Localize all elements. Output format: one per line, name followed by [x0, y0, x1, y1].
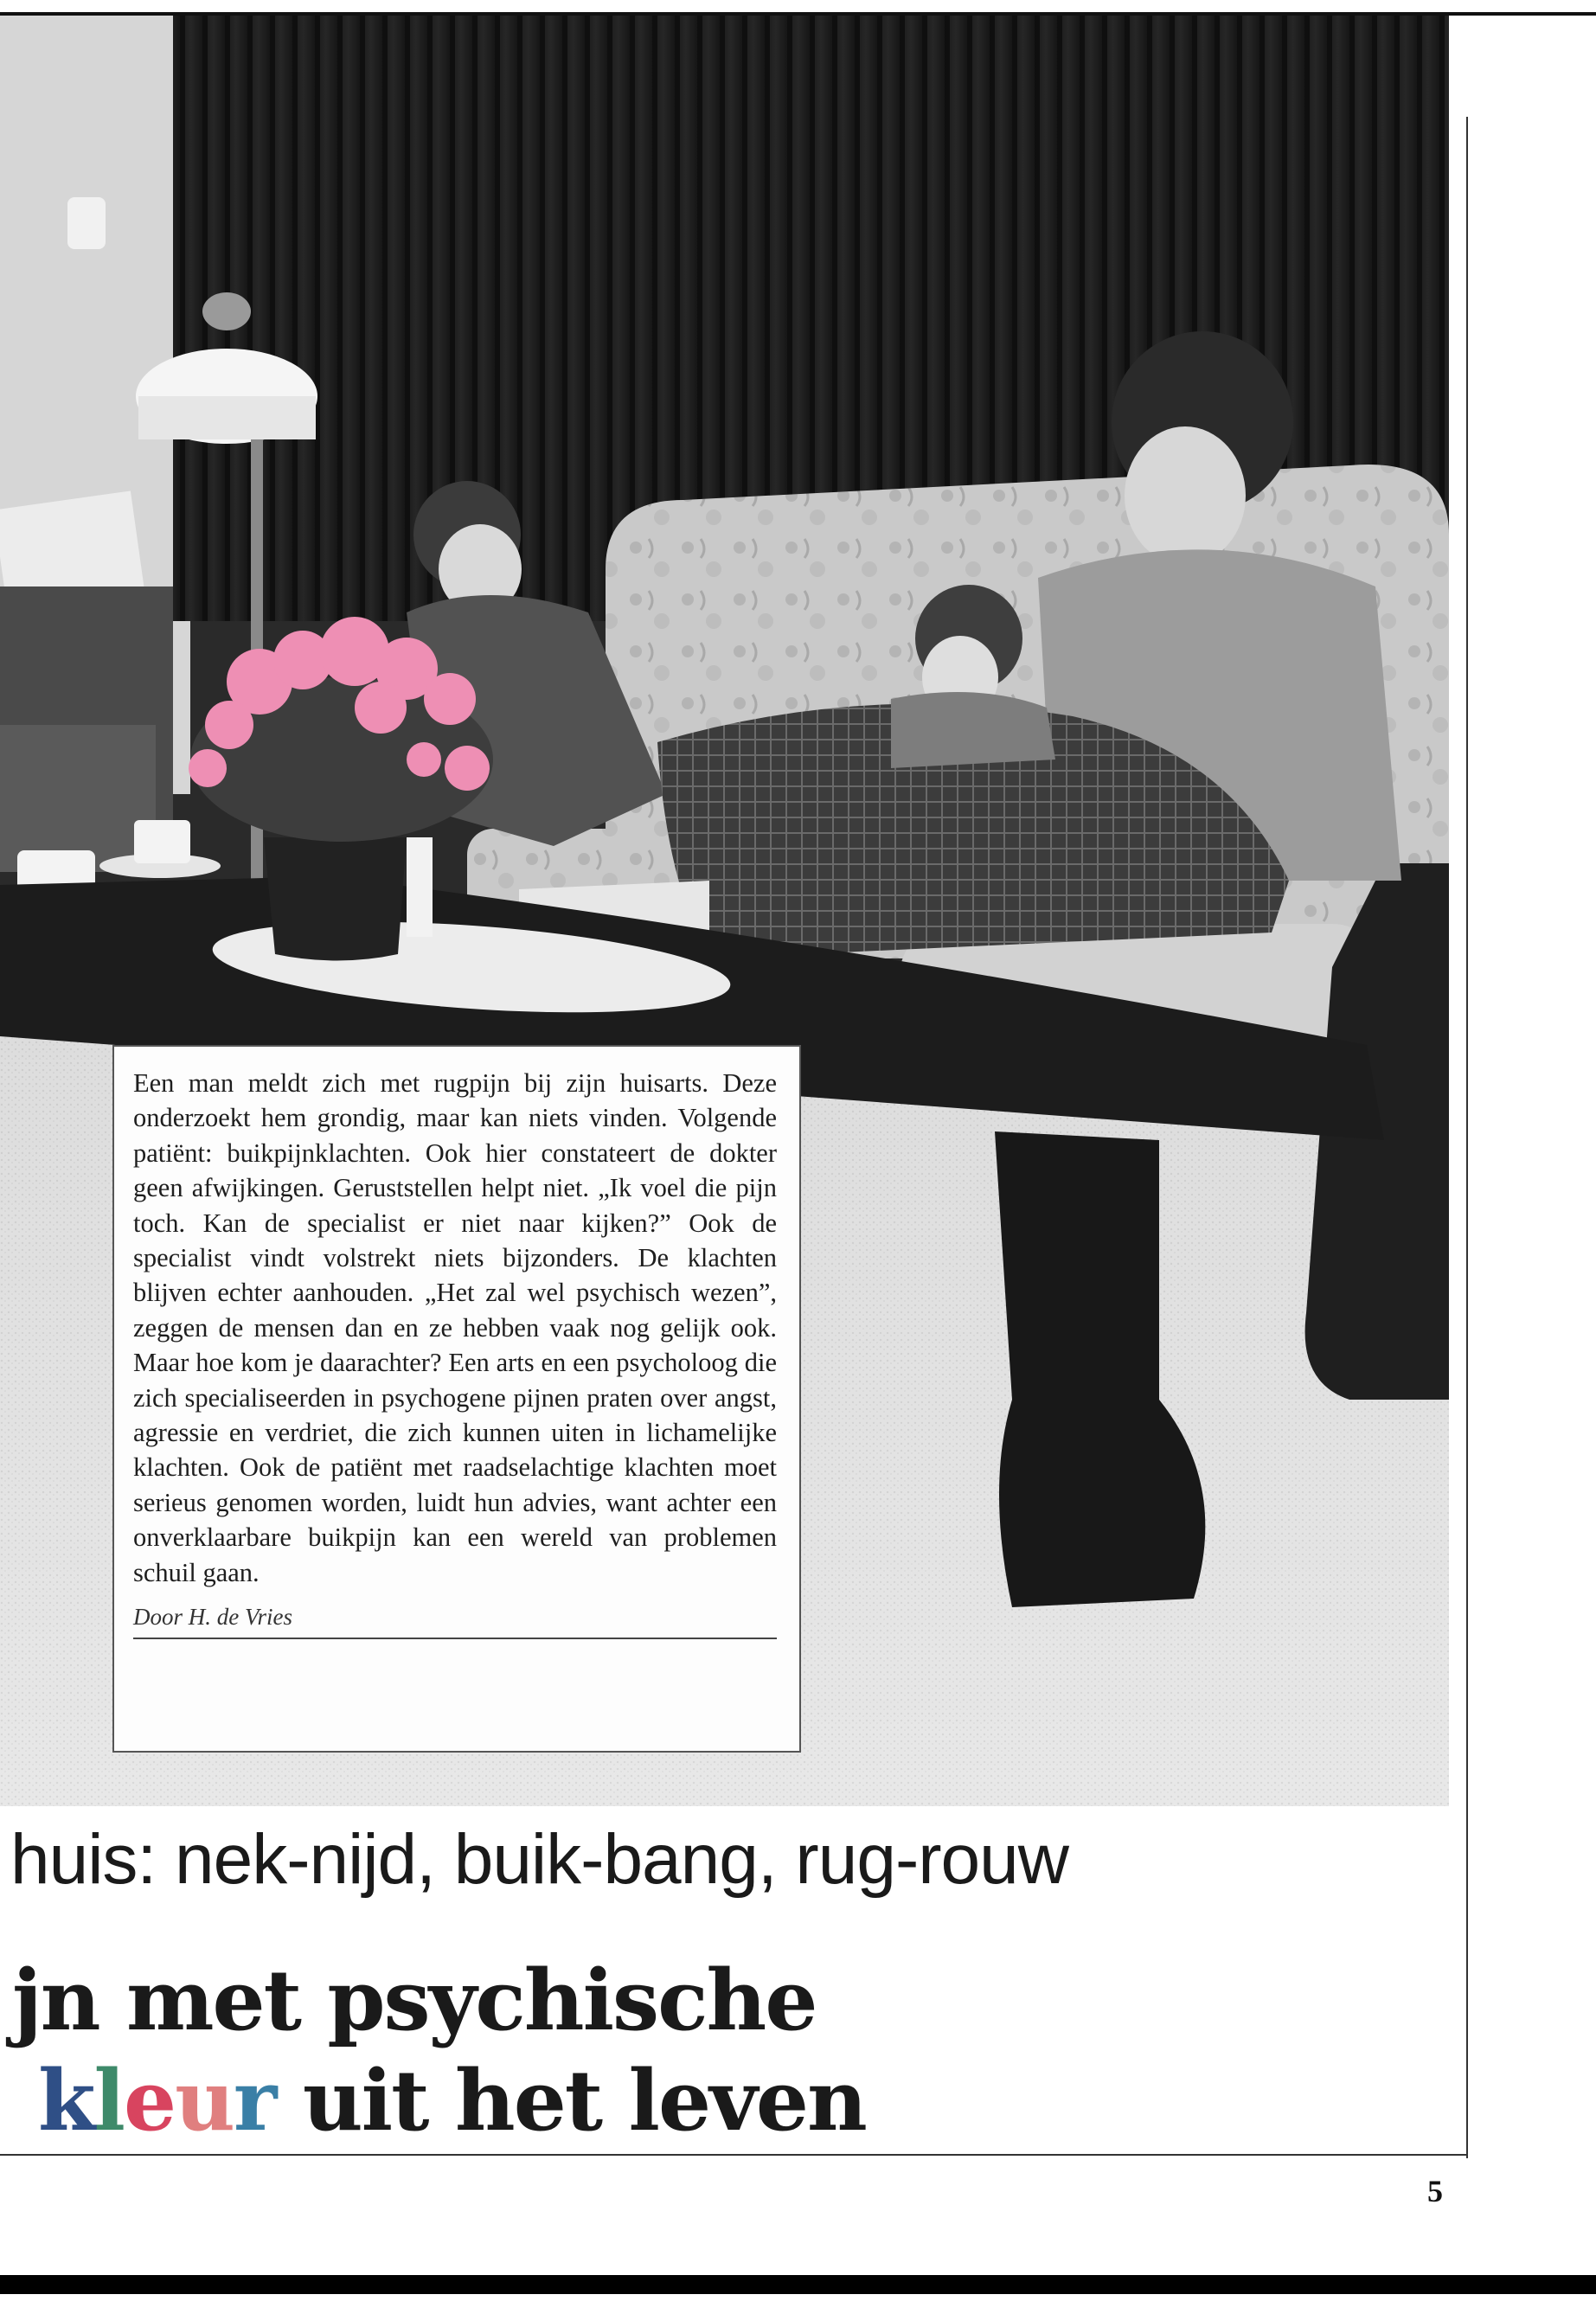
headline-colored-letter: u — [175, 2052, 234, 2150]
headline-line-2 — [12, 2051, 866, 2151]
headline — [12, 1951, 866, 2151]
frame-bottom-rule — [0, 2154, 1468, 2156]
headline-colored-letter: r — [233, 2052, 276, 2150]
page-number: 5 — [1427, 2174, 1443, 2208]
headline-line-1: jn met psychische — [12, 1952, 817, 2049]
intro-text-box — [112, 1045, 801, 1753]
subtitle: huis: nek-nijd, buik-bang, rug-rouw — [10, 1820, 1068, 1899]
intro-paragraph: Een man meldt zich met rugpijn bij zijn huisarts. Deze onderzoekt hem grondig, maar kan niets vinden. Volgende patiënt: buikpijnklachten. Ook hier constateert de dokter geen afwijkingen. Geruststellen helpt niet. „Ik voel die pijn toch. Kan de specialist er niet naar kijken?” Ook de specialist vindt volstrekt niets bijzonders. De klachten blijven echter aanhouden. „Het zal wel psychisch wezen”, zeggen de mensen dan en ze hebben vaak nog gelijk ook. Maar hoe kom je daarachter? Een arts en een psycholoog die zich specialiseerden in psychogene pijnen praten over angst, agressie en verdriet, die zich kunnen uiten in lichamelijke klachten. Ook de patiënt met raadselachtige klachten moet serieus genomen worden, luidt hun advies, want achter een onverklaarbare buikpijn kan een wereld van problemen schuil gaan. — [133, 1068, 777, 1587]
headline-colored-letter: e — [123, 2052, 176, 2150]
headline-colored-letter: l — [93, 2052, 124, 2150]
bottom-rule — [0, 2275, 1596, 2294]
headline-colored-letter: k — [38, 2052, 94, 2150]
byline: Door H. de Vries — [133, 1604, 777, 1639]
frame-right-rule — [1466, 117, 1468, 2158]
headline-line-2-rest: uit het leven — [275, 2052, 866, 2150]
headline-colored-word — [38, 2052, 275, 2150]
